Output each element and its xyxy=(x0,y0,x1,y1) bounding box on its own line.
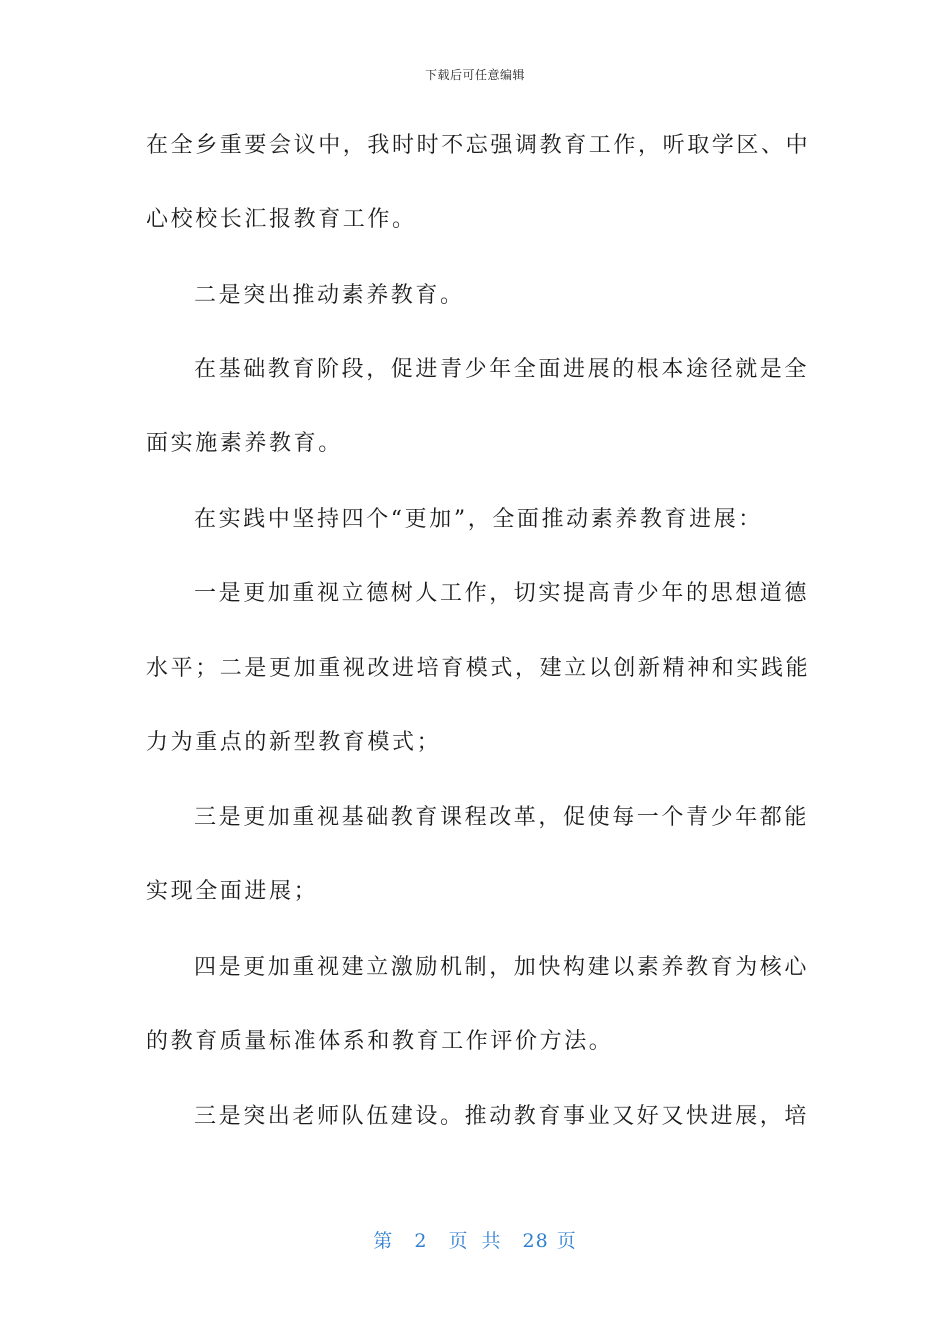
body-line: 面实施素养教育。 xyxy=(146,431,343,456)
body-line: 在全乡重要会议中，我时时不忘强调教育工作，听取学区、中 xyxy=(146,133,811,158)
body-line: 的教育质量标准体系和教育工作评价方法。 xyxy=(146,1029,614,1054)
body-line: 在基础教育阶段，促进青少年全面进展的根本途径就是全 xyxy=(194,357,810,382)
body-line: 三是突出老师队伍建设。推动教育事业又好又快进展，培 xyxy=(194,1104,810,1129)
body-line: 实现全面进展； xyxy=(146,879,319,904)
body-line: 在实践中坚持四个“更加”，全面推动素养教育进展： xyxy=(194,507,763,532)
footer-middle: 页 共 xyxy=(448,1230,502,1252)
body-line: 四是更加重视建立激励机制，加快构建以素养教育为核心 xyxy=(194,955,810,980)
page-footer xyxy=(0,1226,950,1253)
body-line: 二是突出推动素养教育。 xyxy=(194,283,465,308)
footer-suffix: 页 xyxy=(556,1230,577,1252)
footer-total-pages: 28 xyxy=(522,1230,549,1252)
body-line: 三是更加重视基础教育课程改革，促使每一个青少年都能 xyxy=(194,805,810,830)
body-line: 水平；二是更加重视改进培育模式，建立以创新精神和实践能 xyxy=(146,656,811,681)
page-header: 下载后可任意编辑 xyxy=(424,68,525,82)
body-line: 力为重点的新型教育模式； xyxy=(146,730,442,755)
footer-prefix: 第 xyxy=(373,1230,394,1252)
body-line: 心校校长汇报教育工作。 xyxy=(146,207,417,232)
body-line: 一是更加重视立德树人工作，切实提高青少年的思想道德 xyxy=(194,581,810,606)
footer-current-page: 2 xyxy=(414,1230,428,1252)
